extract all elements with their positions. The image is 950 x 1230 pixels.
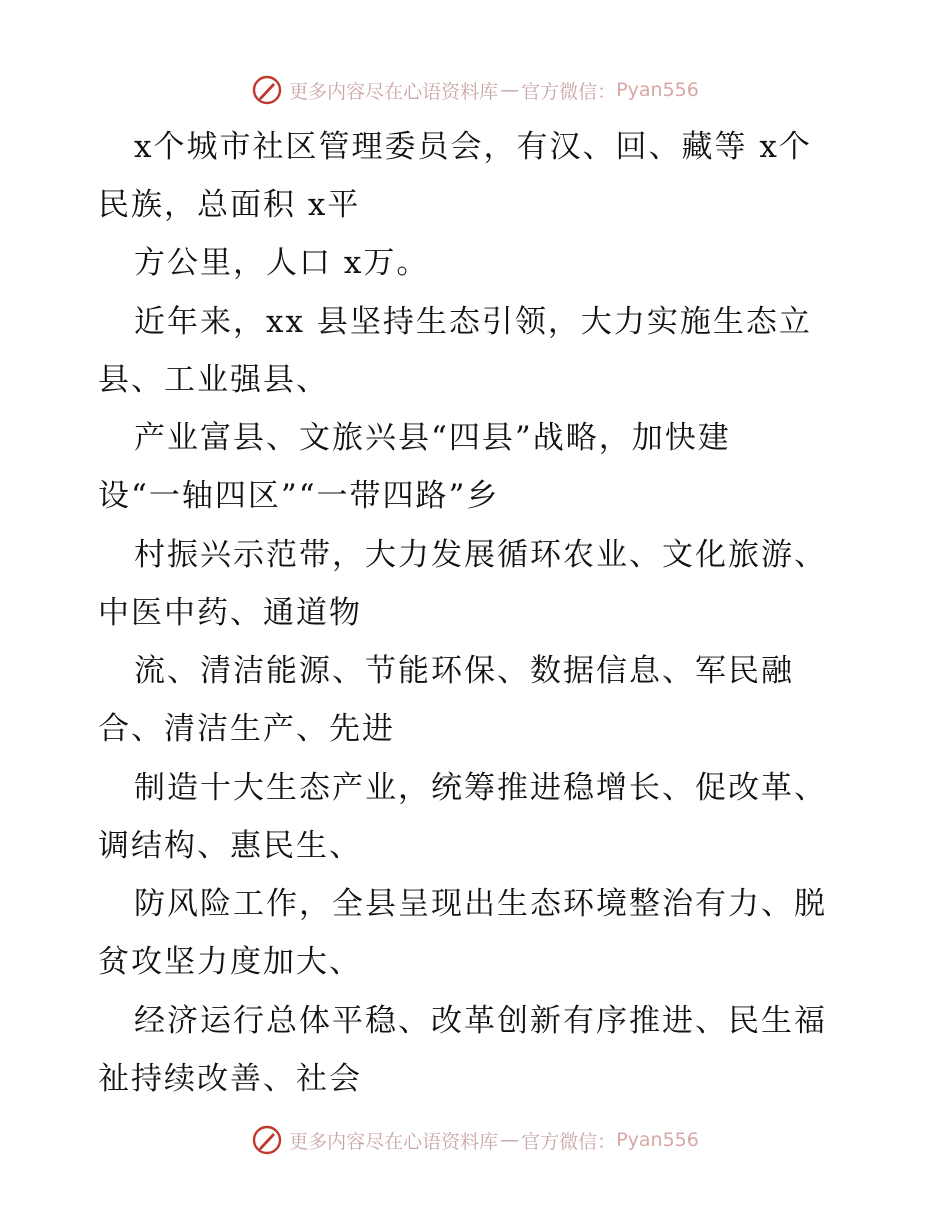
text-line: 贫攻坚力度加大、 [98,944,362,980]
text-line: 近年来，xx 县坚持生态引领，大力实施生态立 [134,304,812,340]
watermark-dash: — [500,1129,520,1151]
text-line: 民族，总面积 x平 [98,187,361,223]
text-line: 设“一轴四区”“一带四路”乡 [98,478,500,514]
watermark-dash: — [500,79,520,101]
text-line: 祉持续改善、社会 [98,1061,362,1097]
text-line: 经济运行总体平稳、改革创新有序推进、民生福 [134,1003,827,1039]
text-line: 调结构、惠民生、 [98,828,362,864]
watermark-text: 更多内容尽在心语资料库 [289,1130,499,1153]
watermark-text: 更多内容尽在心语资料库 [289,80,499,103]
text-line: 县、工业强县、 [98,362,329,398]
text-line: 方公里，人口 x万。 [134,245,430,281]
watermark-label: 官方微信： [521,1130,617,1153]
text-line: x个城市社区管理委员会，有汉、回、藏等 x个 [134,129,812,165]
text-line: 产业富县、文旅兴县“四县”战略，加快建 [134,420,731,456]
text-line: 防风险工作，全县呈现出生态环境整治有力、脱 [134,886,827,922]
quill-logo-icon [251,1124,283,1156]
text-line: 合、清洁生产、先进 [98,711,395,747]
text-line: 流、清洁能源、节能环保、数据信息、军民融 [134,653,794,689]
watermark-label: 官方微信： [521,80,617,103]
watermark-wechat-id: Pyan556 [616,1129,699,1151]
text-line: 制造十大生态产业，统筹推进稳增长、促改革、 [134,770,827,806]
watermark-wechat-id: Pyan556 [616,79,699,101]
text-line: 中医中药、通道物 [98,595,362,631]
text-line: 村振兴示范带，大力发展循环农业、文化旅游、 [134,537,827,573]
footer-watermark [0,1120,950,1160]
